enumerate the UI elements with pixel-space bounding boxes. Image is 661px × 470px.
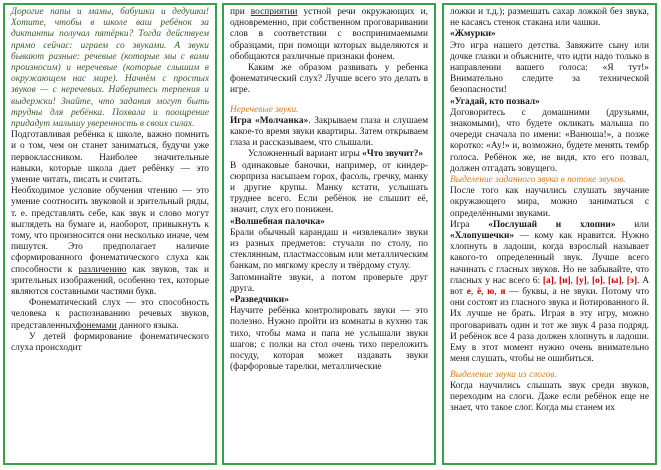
letter: ю <box>487 287 495 298</box>
section-heading: Выделение звука из слогов. <box>450 369 557 380</box>
section-heading: Выделение заданного звука в потоке звуков. <box>450 175 626 186</box>
underlined-word: восприятии <box>250 7 298 17</box>
paragraph: Фонематический слух — это способность человека к распознаванию речевых звуков, представленныхфонемами данного языка. <box>11 298 209 331</box>
paragraph: Запоминайте звуки, а потом проверьте друг друга. <box>230 272 428 294</box>
intro-paragraph: Дорогие папы и мамы, бабушки и дедушки! Хотите, чтобы в школе ваш ребёнок за диктанты получал пятёрки? Тогда действуем прямо сейчас: играем со звуками. А звуки бывают разные: речевые (которые мы с вами произносим) и неречевые (которые слышим в окружающем нас мире). Начнём с простых звуков — с неречевых. Наберитесь терпения и выдержки! Знайте, что задания могут быть трудны для ребёнка. Похвала и поощрение придадут малышу уверенность в своих силах. <box>11 7 209 130</box>
paragraph: После того как научились слушать звучание окружающего мира, можно заниматься с определёнными звуками. <box>450 186 649 219</box>
game-title: «Волшебная палочка» <box>230 216 325 227</box>
paragraph: Каким же образом развивать у ребенка фонематический слух? Лучше всего это делать в игре. <box>230 63 428 96</box>
letter: е <box>466 287 471 298</box>
paragraph: У детей формирование фонематического слуха происходит <box>11 331 209 354</box>
paragraph: Игра «Послушай и хлопни» или «Хлопушечки» — кому как нравится. Нужно хлопнуть в ладоши, когда взрослый называет какого-то определенный звук. Лучше всего начинать с гласных звуков. Но не забывайте, что гласных у нас всего 6: [а], [и], [у], [о], [ы], [э]. А вот е, ё, ю, я — буквы, а не звуки. Потому что они состоят из гласного звука и йотированного й. Их лучше не брать. Играя в эту игру, можно проговаривать один и тот же звук 4 раза подряд. И ребёнок все 4 раза должен хлопнуть в ладоши. Ему в этот момент нужно очень внимательно меня слушать, чтобы не ошибиться. <box>450 219 650 365</box>
paragraph: ложки и т.д.); размешать сахар ложкой без звука, не касаясь стенок стакана или чашки. <box>450 7 649 29</box>
vowel-sound: [а] <box>542 275 554 286</box>
paragraph: Усложненный вариант игры «Что звучит?» <box>248 149 424 160</box>
paragraph: при восприятии устной речи окружающих и, одновременно, при собственном проговаривании слов в соответствии с воспринимаемыми образцами, при помощи которых выделяются и обобщаются различные признаки фонем. <box>230 7 428 62</box>
underlined-word: фонемами <box>75 320 117 331</box>
paragraph: Игра «Молчанка». Закрываем глаза и слушаем какое-то время звуки квартиры. Затем открываем глаза и рассказываем, что слышали. <box>230 115 428 149</box>
game-title: Игра «Молчанка» <box>230 115 309 126</box>
game-title: «Жмурки» <box>450 29 496 40</box>
game-title: «Что звучит?» <box>362 149 424 160</box>
letter: ё <box>476 287 482 298</box>
game-title: «Угадай, кто позвал» <box>450 96 540 107</box>
vowel-sound: [и] <box>559 275 571 286</box>
paragraph: В одинаковые баночки, например, от киндер-сюрприза насыпаем горох, фасоль, гречку, манку и другие крупы. Манку кстати, услышать труднее всего. Если ребёнок не слышит её, значит, слух его понижен. <box>230 160 428 216</box>
paragraph: Необходимое условие обучения чтению — это умение соотносить звуковой и зрительный ряды, т. е. представлять себе, как звук и слово могут выглядеть на бумаге и, наоборот, привыкнуть к тому, что произносится они несколько иначе, чем пишутся. Это предполагает наличие сформированного фонематического слуха как способности к различению как звуков, так и зрительных изображений, особенно тех, которые являются составными частями букв. <box>11 186 209 298</box>
game-title: «Разведчики» <box>230 295 289 306</box>
paragraph: Брали обычный карандаш и «извлекали» звуки из разных предметов: стучали по столу, по стеклянным, пластмассовым или металлическим банкам, по мягкому креслу и твёрдому стулу. <box>230 227 428 272</box>
paragraph: Это игра нашего детства. Завяжите сыну или дочке глазки и объясните, что идти надо только в направлении вашего голоса: «Я тут!» Внимательно следите за технической безопасности! <box>450 40 649 96</box>
game-title: «Послушай и хлопни» <box>488 219 616 230</box>
underlined-word: различению <box>78 264 127 275</box>
spacer <box>230 97 428 105</box>
column-1 <box>3 3 217 465</box>
vowel-sound: [у] <box>575 275 587 286</box>
paragraph: Подготавливая ребёнка к школе, важно помнить и о том, чем он станет заниматься, будучи уже первоклассником. Наиболее значительные навыки, которые школа дает ребёнку — это умение читать, писать и считать. <box>11 130 209 186</box>
letter: я <box>500 287 506 298</box>
column-3 <box>442 3 657 465</box>
paragraph: Когда научились слышать звук среди звуков, переходим на слоги. Даже если ребёнок еще не знает, что такое слог. Когда мы станем их <box>450 380 649 414</box>
vowel-sound: [о] <box>591 275 603 286</box>
paragraph: Научите ребёнка контролировать звуки — это полезно. Нужно пройти из комнаты в кухню так тихо, чтобы мама и папа не услышали звуки шагов; с полки на стол очень тихо переложить посуду, которая может издавать звуки (фарфоровые тарелки, металлические <box>230 306 428 373</box>
column-2 <box>222 3 436 465</box>
paragraph: Договоритесь с домашними (друзьями, знакомыми), что будете окликать малыша по очереди сначала по имени: «Ванюша!», а позже коротко: «Ау!» и, возможно, будете менять тембр голоса. Ребёнок же, не видя, кто его позвал, должен отгадать зовущего. <box>450 107 649 174</box>
section-heading: Неречевые звуки. <box>230 104 299 115</box>
game-title: «Хлопушечки» <box>450 231 515 242</box>
vowel-sound: [ы] <box>608 275 622 286</box>
vowel-sound: [э] <box>626 275 638 286</box>
